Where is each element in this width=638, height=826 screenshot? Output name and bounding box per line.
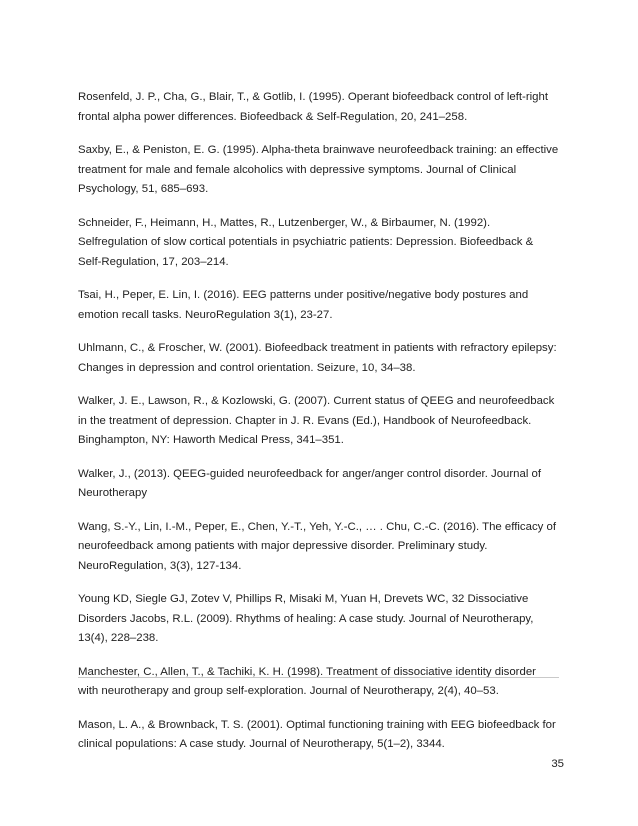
horizontal-divider bbox=[78, 677, 559, 678]
reference-entry: Saxby, E., & Peniston, E. G. (1995). Alpha-theta brainwave neurofeedback training: an effective treatment for male and female alcoholics with depressive symptoms. Journal of Clinical Psychology, 51, 685–693. bbox=[78, 144, 559, 195]
reference-entry: Rosenfeld, J. P., Cha, G., Blair, T., & Gotlib, I. (1995). Operant biofeedback control of left-right frontal alpha power differences. Biofeedback & Self-Regulation, 20, 241–258. bbox=[78, 91, 548, 123]
reference-entry: Tsai, H., Peper, E. Lin, I. (2016). EEG patterns under positive/negative body postures and emotion recall tasks. NeuroRegulation 3(1), 23-27. bbox=[78, 289, 529, 321]
reference-entry: Schneider, F., Heimann, H., Mattes, R., Lutzenberger, W., & Birbaumer, N. (1992). Selfregulation of slow cortical potentials in psychiatric patients: Depression. Biofeedback & Self-Regulation, 17, 203–214. bbox=[78, 216, 534, 268]
reference-entry: Manchester, C., Allen, T., & Tachiki, K. H. (1998). Treatment of dissociative identity disorder with neurotherapy and group self-exploration. Journal of Neurotherapy, 2(4), 40–53. bbox=[78, 665, 536, 697]
reference-entry: Wang, S.-Y., Lin, I.-M., Peper, E., Chen, Y.-T., Yeh, Y.-C., … . Chu, C.-C. (2016). The efficacy of neurofeedback among patients with major depressive disorder. Preliminary study. NeuroRegulation, 3(3), 127-134. bbox=[78, 520, 556, 572]
page-number: 35 bbox=[551, 758, 564, 770]
reference-entry: Walker, J., (2013). QEEG-guided neurofeedback for anger/anger control disorder. Journal of Neurotherapy bbox=[78, 467, 542, 499]
reference-entry: Walker, J. E., Lawson, R., & Kozlowski, G. (2007). Current status of QEEG and neurofeedback in the treatment of depression. Chapter in J. R. Evans (Ed.), Handbook of Neurofeedback. Binghampton, NY: Haworth Medical Press, 341–351. bbox=[78, 395, 555, 446]
reference-entry: Uhlmann, C., & Froscher, W. (2001). Biofeedback treatment in patients with refractory epilepsy: Changes in depression and control orientation. Seizure, 10, 34–38. bbox=[78, 342, 557, 374]
reference-entry: Mason, L. A., & Brownback, T. S. (2001). Optimal functioning training with EEG biofeedback for clinical populations: A case study. Journal of Neurotherapy, 5(1–2), 3344. bbox=[78, 718, 556, 750]
reference-entry: Young KD, Siegle GJ, Zotev V, Phillips R, Misaki M, Yuan H, Drevets WC, 32 Dissociative Disorders Jacobs, R.L. (2009). Rhythms of healing: A case study. Journal of Neurotherapy, 13(4), 228–238. bbox=[78, 593, 534, 644]
reference-list bbox=[78, 88, 568, 769]
